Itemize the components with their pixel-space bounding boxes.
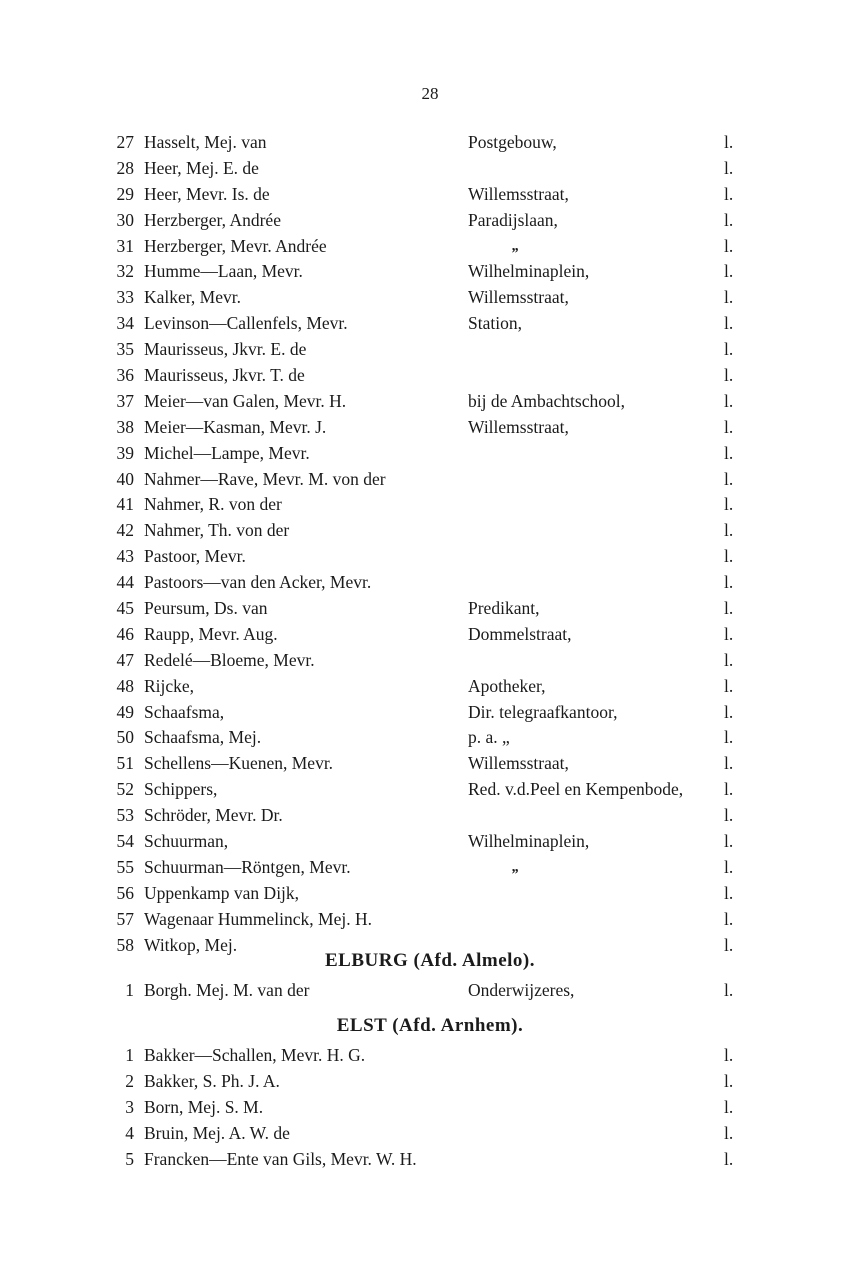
list-item	[0, 389, 860, 415]
list-item	[0, 415, 860, 441]
entry-address: Willemsstraat,	[468, 287, 569, 308]
entry-mark: l.	[724, 546, 734, 567]
entry-number: 42	[116, 520, 134, 541]
entry-name: Witkop, Mej.	[144, 934, 238, 955]
entry-mark: l.	[724, 183, 734, 204]
list-item	[0, 1095, 860, 1121]
entry-mark: l.	[724, 339, 734, 360]
entry-mark: l.	[724, 1148, 734, 1169]
entry-number: 27	[116, 132, 134, 152]
entry-number: 36	[116, 365, 134, 386]
entry-mark: l.	[724, 1096, 734, 1117]
entry-name: Nahmer, R. von der	[144, 494, 282, 515]
entry-address: „	[512, 237, 520, 254]
entry-mark: l.	[724, 157, 734, 178]
list-item	[0, 363, 860, 389]
entry-number: 45	[116, 598, 134, 619]
entry-mark: l.	[724, 390, 734, 411]
entry-name: Kalker, Mevr.	[144, 287, 241, 308]
entry-mark: l.	[724, 831, 734, 852]
list-item	[0, 441, 860, 467]
entry-mark: l.	[724, 882, 734, 903]
entry-number: 1	[125, 1045, 134, 1065]
entry-mark: l.	[724, 727, 734, 748]
entry-mark: l.	[724, 468, 734, 489]
entry-name: Schuurman,	[144, 831, 229, 852]
entry-name: Rijcke,	[144, 675, 195, 696]
entry-address: Wilhelminaplein,	[468, 831, 590, 852]
member-list-elst	[0, 1043, 860, 1172]
entry-mark: l.	[724, 365, 734, 386]
entry-name: Peursum, Ds. van	[144, 598, 268, 619]
entry-mark: l.	[724, 1070, 734, 1091]
entry-mark: l.	[724, 494, 734, 515]
entry-mark: l.	[724, 649, 734, 670]
entry-name: Uppenkamp van Dijk,	[144, 882, 300, 903]
entry-number: 49	[116, 701, 134, 722]
entry-address: p. a. „	[468, 727, 510, 748]
entry-mark: l.	[724, 235, 734, 256]
list-item	[0, 518, 860, 544]
list-item	[0, 544, 860, 570]
entry-number: 43	[116, 546, 134, 567]
list-item	[0, 259, 860, 285]
list-item	[0, 674, 860, 700]
entry-name: Heer, Mevr. Is. de	[144, 183, 270, 204]
list-item	[0, 285, 860, 311]
list-item	[0, 570, 860, 596]
entry-mark: l.	[724, 623, 734, 644]
list-item	[0, 622, 860, 648]
entry-address: Station,	[468, 313, 522, 334]
entry-number: 28	[116, 157, 134, 178]
list-item	[0, 337, 860, 363]
list-item	[0, 492, 860, 518]
entry-address: „	[512, 858, 520, 875]
entry-number: 29	[116, 183, 134, 204]
list-item	[0, 596, 860, 622]
entry-number: 32	[116, 261, 134, 282]
entry-name: Schellens—Kuenen, Mevr.	[144, 753, 334, 774]
entry-name: Pastoor, Mevr.	[144, 546, 246, 567]
entry-number: 56	[116, 882, 134, 903]
list-item	[0, 182, 860, 208]
entry-number: 55	[116, 856, 134, 877]
entry-address: Red. v.d.Peel en Kempenbode,	[468, 779, 684, 800]
list-item	[0, 855, 860, 881]
entry-number: 41	[116, 494, 134, 515]
entry-mark: l.	[724, 934, 734, 955]
entry-number: 50	[116, 727, 134, 748]
entry-number: 34	[116, 313, 134, 334]
page-number: 28	[421, 84, 439, 103]
entry-number: 3	[125, 1096, 134, 1117]
entry-name: Raupp, Mevr. Aug.	[144, 623, 278, 644]
entry-name: Schröder, Mevr. Dr.	[144, 805, 283, 826]
entry-name: Michel—Lampe, Mevr.	[144, 442, 310, 463]
entry-name: Pastoors—van den Acker, Mevr.	[144, 572, 372, 593]
entry-mark: l.	[724, 416, 734, 437]
entry-address: Willemsstraat,	[468, 753, 569, 774]
entry-mark: l.	[724, 261, 734, 282]
entry-name: Nahmer—Rave, Mevr. M. von der	[144, 468, 386, 489]
entry-number: 52	[116, 779, 134, 800]
entry-number: 39	[116, 442, 134, 463]
member-list-main	[0, 130, 860, 959]
entry-mark: l.	[724, 287, 734, 308]
entry-number: 53	[116, 805, 134, 826]
entry-number: 58	[116, 934, 134, 955]
entry-mark: l.	[724, 908, 734, 929]
entry-address: bij de Ambachtschool,	[468, 390, 625, 411]
list-item	[0, 803, 860, 829]
entry-mark: l.	[724, 805, 734, 826]
entry-mark: l.	[724, 856, 734, 877]
entry-mark: l.	[724, 132, 734, 152]
entry-number: 37	[116, 390, 134, 411]
entry-number: 1	[125, 980, 134, 1000]
entry-name: Schippers,	[144, 779, 218, 800]
list-item	[0, 130, 860, 156]
list-item	[0, 829, 860, 855]
entry-name: Bakker—Schallen, Mevr. H. G.	[144, 1045, 366, 1065]
list-item	[0, 700, 860, 726]
entry-address: Predikant,	[468, 598, 540, 619]
entry-name: Schaafsma, Mej.	[144, 727, 262, 748]
entry-address: Postgebouw,	[468, 132, 557, 152]
entry-mark: l.	[724, 753, 734, 774]
entry-mark: l.	[724, 520, 734, 541]
entry-name: Meier—van Galen, Mevr. H.	[144, 390, 347, 411]
list-item	[0, 311, 860, 337]
entry-number: 4	[125, 1122, 134, 1143]
member-list-elburg	[0, 978, 860, 1004]
entry-mark: l.	[724, 980, 734, 1000]
list-item	[0, 156, 860, 182]
entry-address: Willemsstraat,	[468, 183, 569, 204]
entry-name: Herzberger, Andrée	[144, 209, 281, 230]
list-item	[0, 1043, 860, 1069]
entry-name: Francken—Ente van Gils, Mevr. W. H.	[144, 1148, 417, 1169]
entry-mark: l.	[724, 572, 734, 593]
list-item	[0, 1121, 860, 1147]
entry-address: Apotheker,	[468, 675, 546, 696]
entry-address: Dommelstraat,	[468, 623, 572, 644]
entry-name: Schaafsma,	[144, 701, 225, 722]
entry-address: Willemsstraat,	[468, 416, 569, 437]
entry-number: 40	[116, 468, 134, 489]
entry-name: Maurisseus, Jkvr. T. de	[144, 365, 305, 386]
list-item	[0, 881, 860, 907]
entry-mark: l.	[724, 442, 734, 463]
list-item	[0, 467, 860, 493]
entry-number: 38	[116, 416, 134, 437]
entry-number: 5	[125, 1148, 134, 1169]
entry-name: Schuurman—Röntgen, Mevr.	[144, 856, 351, 877]
entry-mark: l.	[724, 1122, 734, 1143]
entry-address: Dir. telegraafkantoor,	[468, 701, 618, 722]
entry-name: Borgh. Mej. M. van der	[144, 980, 310, 1000]
list-item	[0, 777, 860, 803]
list-item	[0, 907, 860, 933]
entry-mark: l.	[724, 209, 734, 230]
entry-name: Bakker, S. Ph. J. A.	[144, 1070, 280, 1091]
entry-address: Wilhelminaplein,	[468, 261, 590, 282]
list-item	[0, 751, 860, 777]
entry-name: Hasselt, Mej. van	[144, 132, 267, 152]
entry-mark: l.	[724, 598, 734, 619]
entry-name: Nahmer, Th. von der	[144, 520, 290, 541]
list-item	[0, 208, 860, 234]
list-item	[0, 1069, 860, 1095]
entry-number: 54	[116, 831, 134, 852]
entry-address: Paradijslaan,	[468, 209, 558, 230]
entry-number: 44	[116, 572, 134, 593]
section-heading-elburg: ELBURG (Afd. Almelo).	[325, 950, 535, 971]
entry-name: Maurisseus, Jkvr. E. de	[144, 339, 307, 360]
entry-name: Levinson—Callenfels, Mevr.	[144, 313, 348, 334]
entry-name: Humme—Laan, Mevr.	[144, 261, 303, 282]
entry-number: 2	[125, 1070, 134, 1091]
entry-number: 47	[116, 649, 134, 670]
entry-mark: l.	[724, 675, 734, 696]
entry-number: 51	[116, 753, 134, 774]
entry-mark: l.	[724, 1045, 734, 1065]
entry-number: 57	[116, 908, 134, 929]
entry-mark: l.	[724, 701, 734, 722]
list-item	[0, 978, 860, 1004]
list-item	[0, 648, 860, 674]
section-heading-elst: ELST (Afd. Arnhem).	[336, 1015, 524, 1036]
list-item	[0, 234, 860, 260]
list-item	[0, 1147, 860, 1173]
entry-address: Onderwijzeres,	[468, 980, 575, 1000]
entry-name: Born, Mej. S. M.	[144, 1096, 264, 1117]
entry-mark: l.	[724, 779, 734, 800]
entry-name: Bruin, Mej. A. W. de	[144, 1122, 290, 1143]
entry-number: 35	[116, 339, 134, 360]
entry-mark: l.	[724, 313, 734, 334]
entry-number: 48	[116, 675, 134, 696]
entry-number: 30	[116, 209, 134, 230]
entry-name: Wagenaar Hummelinck, Mej. H.	[144, 908, 372, 929]
entry-name: Heer, Mej. E. de	[144, 157, 259, 178]
entry-number: 31	[116, 235, 134, 256]
list-item	[0, 725, 860, 751]
entry-name: Herzberger, Mevr. Andrée	[144, 235, 327, 256]
entry-name: Redelé—Bloeme, Mevr.	[144, 649, 315, 670]
entry-name: Meier—Kasman, Mevr. J.	[144, 416, 327, 437]
entry-number: 33	[116, 287, 134, 308]
entry-number: 46	[116, 623, 134, 644]
